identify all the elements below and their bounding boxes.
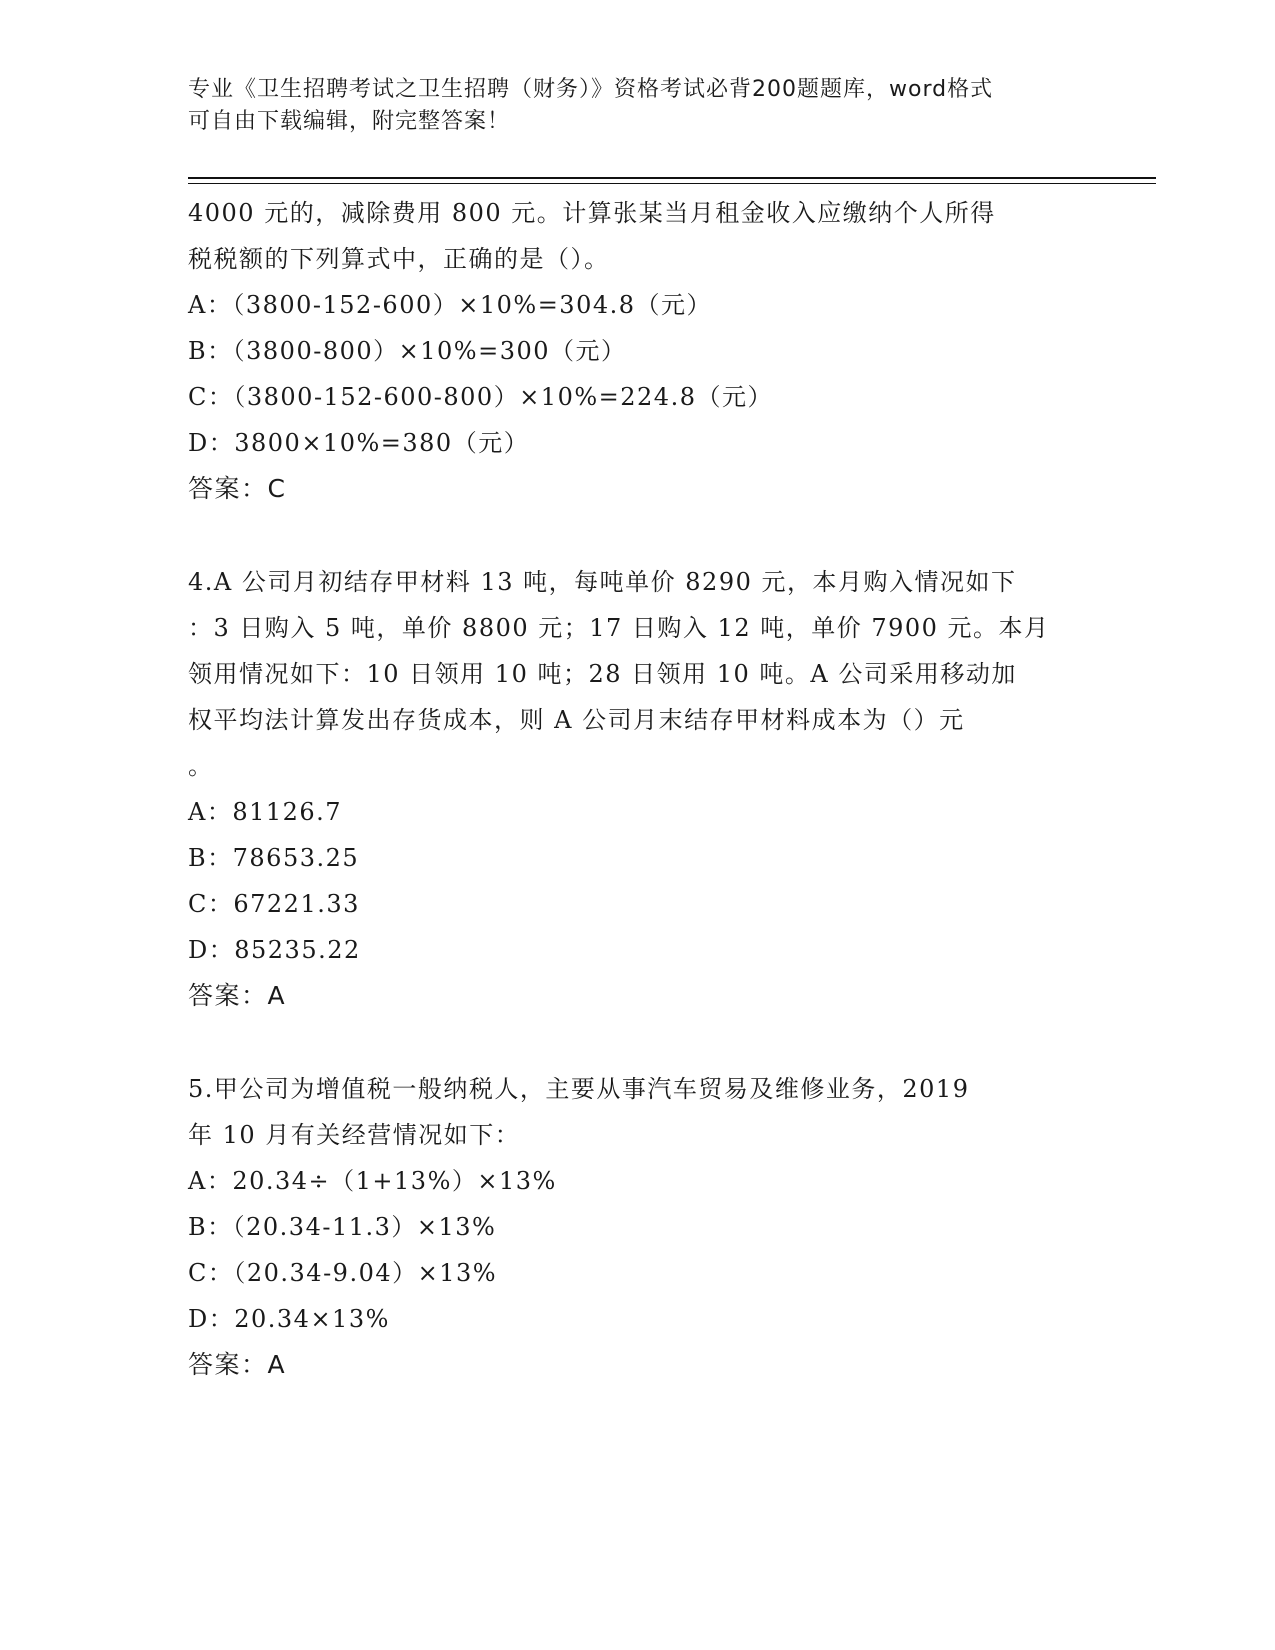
question-stem-line: 4000 元的，减除费用 800 元。计算张某当月租金收入应缴纳个人所得 xyxy=(188,199,996,227)
document-header xyxy=(188,74,1068,138)
option-a: A：81126.7 xyxy=(188,798,343,826)
option-d: D：3800×10%=380（元） xyxy=(188,429,530,457)
question-stem-line: 5.甲公司为增值税一般纳税人，主要从事汽车贸易及维修业务，2019 xyxy=(188,1075,970,1103)
option-a: A：（3800-152-600）×10%=304.8（元） xyxy=(188,291,713,319)
question-spacer xyxy=(188,1019,1088,1066)
option-c: C：（3800-152-600-800）×10%=224.8（元） xyxy=(188,383,773,411)
question-stem-line: 。 xyxy=(188,752,214,780)
question-stem-line: 领用情况如下：10 日领用 10 吨；28 日领用 10 吨。A 公司采用移动加 xyxy=(188,660,1017,688)
option-a: A：20.34÷（1+13%）×13% xyxy=(188,1167,557,1195)
option-b: B：（20.34-11.3）×13% xyxy=(188,1213,497,1241)
question-spacer xyxy=(188,512,1088,559)
header-divider-thick xyxy=(188,177,1156,179)
question-4 xyxy=(188,559,1088,1019)
answer-line: 答案：A xyxy=(188,1350,287,1379)
question-stem-line: 年 10 月有关经营情况如下： xyxy=(188,1121,521,1149)
option-c: C：（20.34-9.04）×13% xyxy=(188,1259,498,1287)
question-stem-line: 权平均法计算发出存货成本，则 A 公司月末结存甲材料成本为（）元 xyxy=(188,706,965,734)
option-d: D：20.34×13% xyxy=(188,1305,390,1333)
question-list xyxy=(188,190,1088,1388)
question-stem-line: ：3 日购入 5 吨，单价 8800 元；17 日购入 12 吨，单价 7900 元。本月 xyxy=(188,614,1050,642)
header-divider-thin xyxy=(188,183,1156,184)
question-stem-line: 4.A 公司月初结存甲材料 13 吨，每吨单价 8290 元，本月购入情况如下 xyxy=(188,568,1017,596)
option-c: C：67221.33 xyxy=(188,890,360,918)
question-stem-line: 税税额的下列算式中，正确的是（）。 xyxy=(188,245,610,273)
answer-line: 答案：A xyxy=(188,981,287,1010)
option-b: B：78653.25 xyxy=(188,844,360,872)
option-d: D：85235.22 xyxy=(188,936,361,964)
question-3 xyxy=(188,190,1088,512)
answer-line: 答案：C xyxy=(188,474,287,503)
header-title-line-2: 可自由下载编辑，附完整答案！ xyxy=(188,109,511,134)
header-title-line-1: 专业《卫生招聘考试之卫生招聘（财务）》资格考试必背200题题库，word格式 xyxy=(188,77,994,102)
question-5 xyxy=(188,1066,1088,1388)
option-b: B：（3800-800）×10%=300（元） xyxy=(188,337,627,365)
